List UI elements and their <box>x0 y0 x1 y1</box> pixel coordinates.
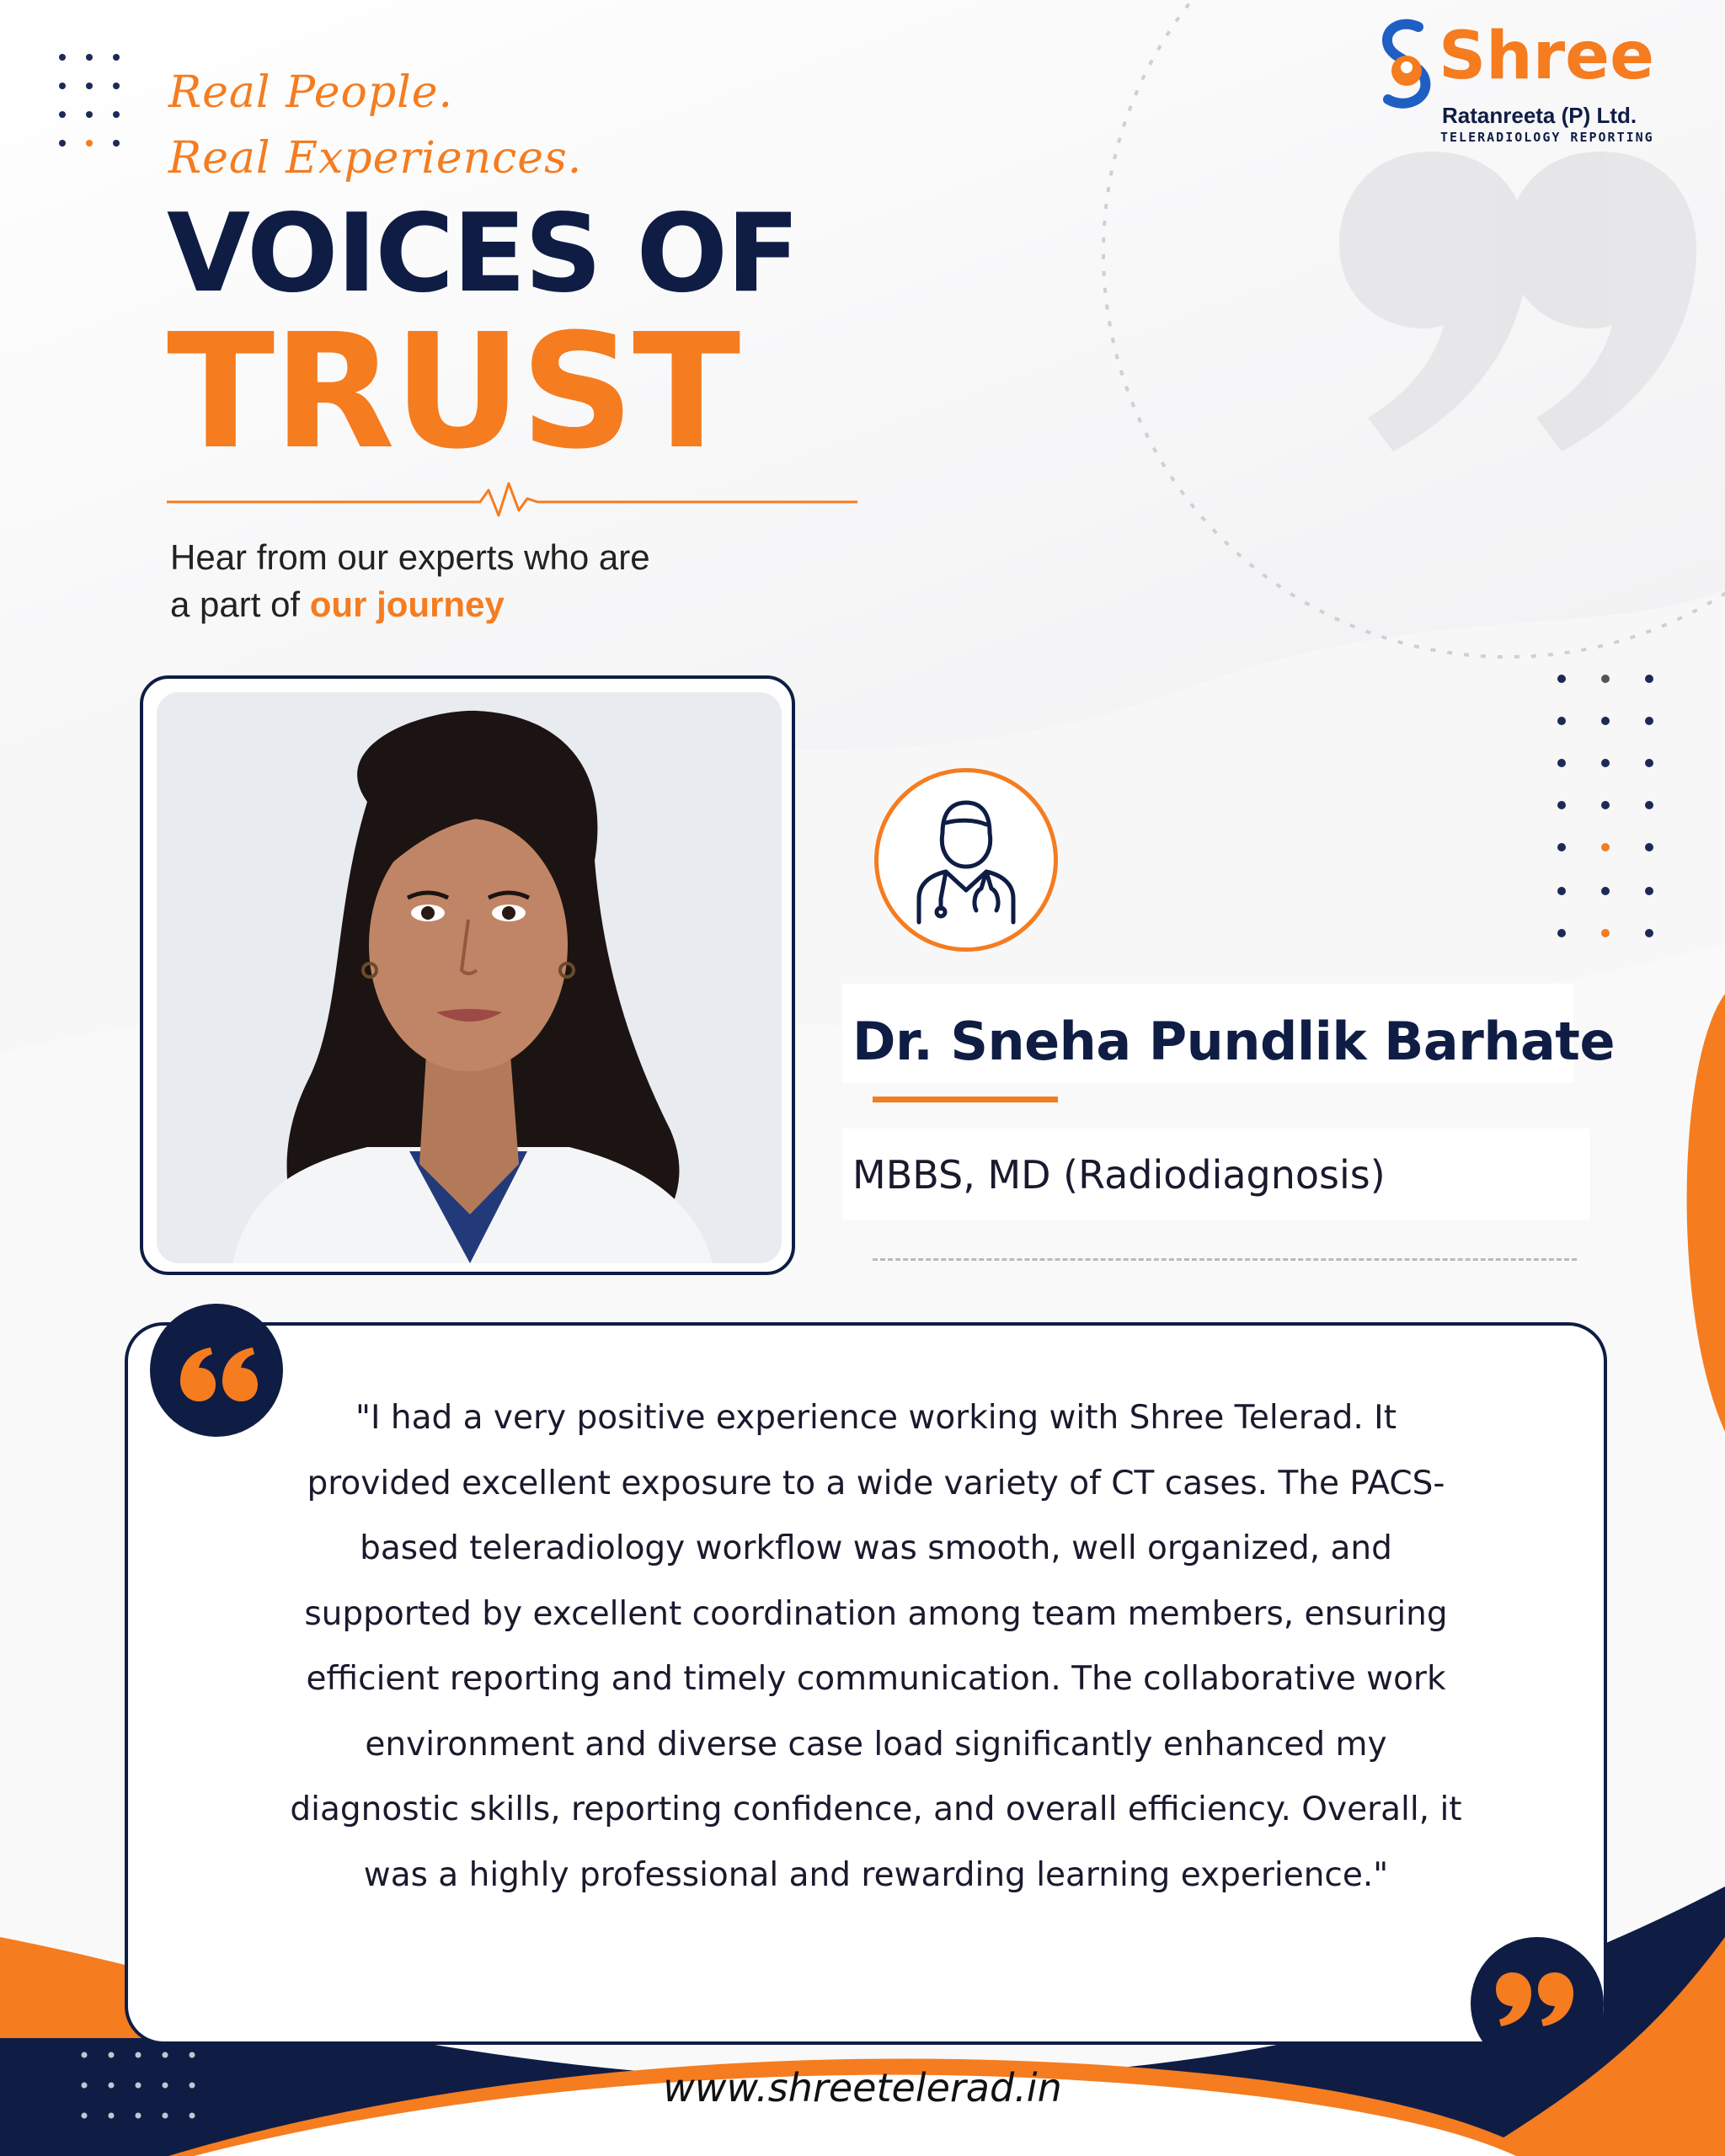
doctor-qualification: MBBS, MD (Radiodiagnosis) <box>852 1152 1386 1198</box>
doctor-name: Dr. Sneha Pundlik Barhate <box>852 1011 1615 1072</box>
subheading-line-1: Hear from our experts who are <box>170 537 650 577</box>
company-logo[interactable] <box>1371 10 1708 145</box>
testimonial-quote: "I had a very positive experience working with Shree Telerad. It provided excellent exposure to a wide variety of CT cases. The PACS-based teleradiology workflow was smooth, well organized, and supported by excellent coordination among team members, ensuring efficient reporting and timely communication. The collaborative work environment and diverse case load significantly enhanced my diagnostic skills, reporting confidence, and overall efficiency. Overall, it was a highly professional and rewarding learning experience." <box>290 1399 1462 1894</box>
doctor-icon <box>879 772 1054 947</box>
quote-open-icon <box>150 1304 283 1437</box>
dot-grid-top-left <box>56 51 140 185</box>
tagline-line-2: Real Experiences. <box>168 133 583 184</box>
title-line-2: TRUST <box>167 300 740 484</box>
heartbeat-divider <box>167 480 857 522</box>
logo-mark-icon <box>1375 15 1439 116</box>
website-link[interactable]: www.shreetelerad.in <box>663 2065 1062 2111</box>
doctor-photo <box>157 692 782 1263</box>
quote-close-badge <box>1471 1937 1604 2070</box>
name-underline <box>873 1097 1058 1102</box>
dashed-divider <box>873 1258 1577 1261</box>
tagline-line-1: Real People. <box>168 67 454 118</box>
logo-wordmark: Shree <box>1439 19 1654 94</box>
title-line-1: VOICES OF <box>167 191 798 317</box>
doctor-icon-badge <box>874 768 1058 952</box>
subheading-accent: our journey <box>309 584 505 624</box>
dot-grid-right <box>1550 670 1668 957</box>
heartbeat-icon <box>466 483 554 515</box>
doctor-portrait-illustration <box>157 692 782 1263</box>
quote-close-icon <box>1471 1937 1604 2070</box>
subheading-prefix: a part of <box>170 584 301 624</box>
logo-company-name: Ratanreeta (P) Ltd. <box>1442 103 1637 128</box>
subheading-line-2 <box>170 584 505 625</box>
logo-tagline: TELERADIOLOGY REPORTING <box>1440 130 1654 145</box>
quote-open-badge <box>150 1304 283 1437</box>
